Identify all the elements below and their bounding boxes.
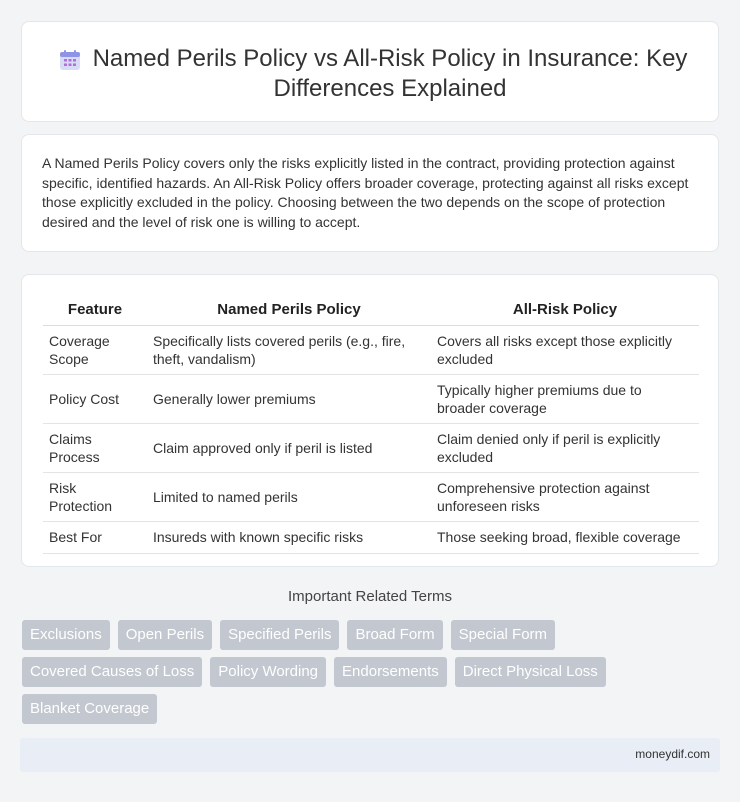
table-row [43, 423, 699, 472]
table-cell: Generally lower premiums [147, 374, 431, 423]
table-cell: Insureds with known specific risks [147, 521, 431, 553]
comparison-table [43, 295, 699, 554]
intro-text: A Named Perils Policy covers only the risks explicitly listed in the contract, providing protection against specific, identified hazards. An All-Risk Policy offers broader coverage, protecting against all risks except those explicitly excluded in the policy. Choosing between the two depends on the scope of protection desired and the level of risk one is willing to accept. [42, 155, 689, 230]
table-cell: Risk Protection [43, 472, 147, 521]
term-tag[interactable]: Endorsements [334, 657, 447, 687]
table-row [43, 521, 699, 553]
table-cell: Claim denied only if peril is explicitly excluded [431, 423, 699, 472]
table-cell: Covers all risks except those explicitly excluded [431, 325, 699, 374]
term-tag[interactable]: Special Form [451, 620, 555, 650]
term-tag[interactable]: Direct Physical Loss [455, 657, 606, 687]
footer-site-link[interactable]: moneydif.com [635, 747, 710, 761]
term-tag[interactable]: Covered Causes of Loss [22, 657, 202, 687]
table-cell: Coverage Scope [43, 325, 147, 374]
term-tag[interactable]: Specified Perils [220, 620, 339, 650]
table-cell: Claim approved only if peril is listed [147, 423, 431, 472]
title-card [21, 21, 719, 122]
comparison-card [21, 274, 719, 567]
footer [20, 738, 720, 772]
term-tag[interactable]: Blanket Coverage [22, 694, 157, 724]
page-title: Named Perils Policy vs All-Risk Policy in Insurance: Key Differences Explained [92, 45, 688, 102]
related-terms-list [22, 620, 722, 724]
table-cell: Typically higher premiums due to broader coverage [431, 374, 699, 423]
table-row [43, 325, 699, 374]
column-header: All-Risk Policy [431, 295, 699, 325]
term-tag[interactable]: Exclusions [22, 620, 110, 650]
table-cell: Claims Process [43, 423, 147, 472]
related-terms-title: Important Related Terms [288, 588, 452, 605]
column-header: Named Perils Policy [147, 295, 431, 325]
column-header: Feature [43, 295, 147, 325]
table-header-row [43, 295, 699, 325]
term-tag[interactable]: Policy Wording [210, 657, 326, 687]
table-cell: Best For [43, 521, 147, 553]
table-cell: Those seeking broad, flexible coverage [431, 521, 699, 553]
intro-card [21, 134, 719, 252]
table-cell: Limited to named perils [147, 472, 431, 521]
table-row [43, 374, 699, 423]
table-cell: Policy Cost [43, 374, 147, 423]
table-row [43, 472, 699, 521]
calendar-icon [59, 49, 81, 71]
table-cell: Comprehensive protection against unforeseen risks [431, 472, 699, 521]
table-cell: Specifically lists covered perils (e.g., fire, theft, vandalism) [147, 325, 431, 374]
term-tag[interactable]: Open Perils [118, 620, 212, 650]
term-tag[interactable]: Broad Form [347, 620, 442, 650]
